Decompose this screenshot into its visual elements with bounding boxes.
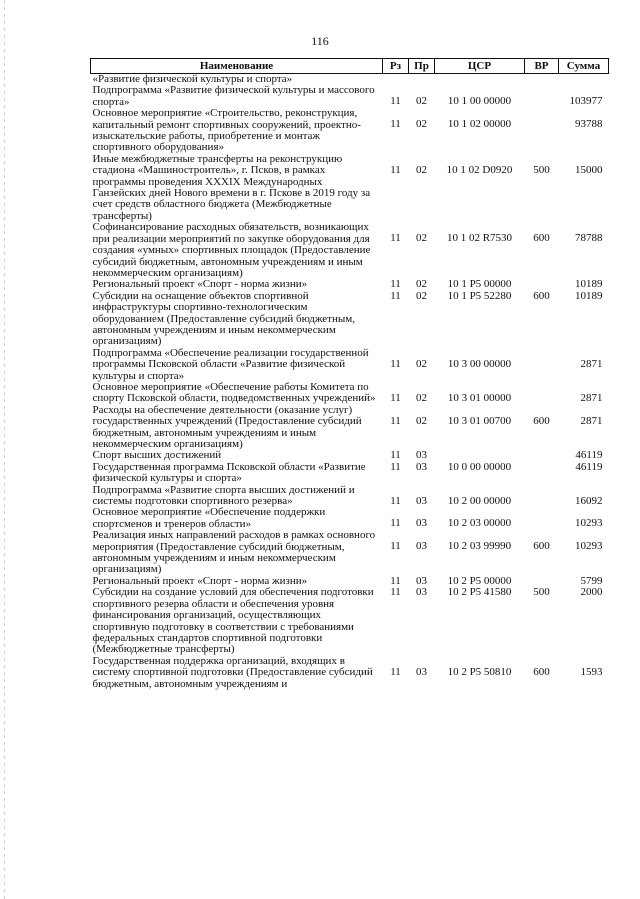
- table-row: [91, 279, 609, 290]
- cell-rz: 11: [390, 391, 401, 404]
- table-row: [91, 108, 609, 154]
- cell-name: Субсидии на создание условий для обеспечения подготовки спортивного резерва области и обеспечения уровня финансирования организаций, осуществляющих спортивную подготовку в соответствии с требованиями федеральных стандартов спортивной подготовки (Межбюджетные трансферты): [92, 586, 374, 656]
- cell-sum: 46119: [575, 449, 603, 462]
- cell-pr: 02: [416, 95, 427, 108]
- cell-sum: 2871: [580, 391, 603, 404]
- cell-sum: 2000: [580, 586, 603, 599]
- cell-pr: 02: [416, 232, 427, 245]
- cell-csr: 10 2 03 99990: [447, 540, 512, 553]
- table-row: [91, 382, 609, 405]
- cell-vr: 600: [533, 665, 550, 678]
- table-body: [91, 74, 609, 690]
- table-header: [91, 59, 609, 74]
- cell-csr: 10 0 00 00000: [447, 460, 512, 473]
- cell-pr: 02: [416, 289, 427, 302]
- cell-pr: 02: [416, 278, 427, 291]
- cell-name: Региональный проект «Спорт - норма жизни»: [92, 574, 308, 587]
- cell-name: Иные межбюджетные трансферты на реконструкцию стадиона «Машиностроитель», г. Псков, в рамках программы проведения XXXIX Международных Ганзейских дней Нового времени в г. Пскове в 2019 году за счет средств областного бюджета (Межбюджетные трансферты): [92, 152, 371, 222]
- table-row: [91, 462, 609, 485]
- cell-rz: 11: [390, 540, 401, 553]
- header-pr: Пр: [409, 59, 435, 74]
- cell-rz: 11: [390, 494, 401, 507]
- cell-sum: 5799: [580, 574, 603, 587]
- cell-pr: 03: [416, 540, 427, 553]
- cell-name: Субсидии на оснащение объектов спортивной инфраструктуры спортивно-технологическим оборудованием (Предоставление субсидий бюджетным, автономным учреждениям и иным некоммерческим организациям): [92, 289, 355, 348]
- header-rz: Рз: [383, 59, 409, 74]
- cell-vr: [525, 108, 559, 154]
- cell-name: Подпрограмма «Развитие физической культуры и массового спорта»: [92, 84, 375, 108]
- cell-rz: 11: [390, 586, 401, 599]
- cell-csr: 10 2 00 00000: [447, 494, 512, 507]
- cell-sum: 10293: [575, 517, 603, 530]
- cell-sum: 2871: [580, 414, 603, 427]
- cell-pr: 02: [416, 163, 427, 176]
- cell-sum: 78788: [575, 232, 603, 245]
- cell-pr: 02: [416, 414, 427, 427]
- cell-vr: [525, 85, 559, 108]
- budget-table-container: [90, 58, 608, 690]
- cell-pr: 03: [416, 460, 427, 473]
- table-row: [91, 507, 609, 530]
- cell-name: Спорт высших достижений: [92, 449, 222, 462]
- page-number: 116: [311, 34, 329, 48]
- cell-rz: 11: [390, 289, 401, 302]
- cell-rz: 11: [390, 278, 401, 291]
- cell-rz: 11: [390, 95, 401, 108]
- table-row: [91, 85, 609, 108]
- cell-csr: 10 3 01 00700: [447, 414, 512, 427]
- table-row: [91, 530, 609, 576]
- cell-rz: 11: [390, 357, 401, 370]
- cell-csr: 10 1 00 00000: [447, 95, 512, 108]
- table-row: [91, 405, 609, 451]
- cell-name: Подпрограмма «Обеспечение реализации государственной программы Псковской области «Развитие физической культуры и спорта»: [92, 346, 369, 382]
- cell-name: Региональный проект «Спорт - норма жизни»: [92, 278, 308, 291]
- cell-name: «Развитие физической культуры и спорта»: [92, 73, 293, 85]
- cell-rz: 11: [390, 665, 401, 678]
- header-name: Наименование: [91, 59, 383, 74]
- cell-rz: 11: [390, 460, 401, 473]
- cell-vr: 600: [533, 540, 550, 553]
- cell-sum: 46119: [575, 460, 603, 473]
- table-row: [91, 222, 609, 279]
- cell-sum: [559, 74, 609, 86]
- cell-vr: [525, 74, 559, 86]
- cell-vr: [525, 485, 559, 508]
- cell-rz: 11: [390, 232, 401, 245]
- cell-rz: 11: [390, 163, 401, 176]
- cell-name: Основное мероприятие «Обеспечение работы Комитета по спорту Псковской области, подведомственных учреждений»: [92, 380, 376, 405]
- cell-rz: [383, 74, 409, 86]
- scan-edge-mark: [4, 0, 5, 899]
- cell-csr: 10 1 02 D0920: [446, 163, 513, 176]
- header-row: [91, 59, 609, 74]
- cell-sum: 103977: [569, 95, 603, 108]
- cell-pr: 02: [416, 391, 427, 404]
- cell-pr: 03: [416, 517, 427, 530]
- cell-sum: 10293: [575, 540, 603, 553]
- cell-csr: 10 3 00 00000: [447, 357, 512, 370]
- cell-name: Государственная поддержка организаций, входящих в систему спортивной подготовки (Предоставление субсидий бюджетным, автономным учреждениям и: [92, 654, 373, 690]
- header-csr: ЦСР: [435, 59, 525, 74]
- budget-table: [90, 58, 609, 690]
- cell-rz: 11: [390, 517, 401, 530]
- cell-vr: [525, 348, 559, 382]
- cell-sum: 16092: [575, 494, 603, 507]
- cell-rz: 11: [390, 449, 401, 462]
- table-row: [91, 587, 609, 655]
- cell-pr: 02: [416, 118, 427, 131]
- cell-vr: [525, 382, 559, 405]
- cell-pr: 03: [416, 586, 427, 599]
- cell-vr: 600: [533, 232, 550, 245]
- cell-name: Подпрограмма «Развитие спорта высших достижений и системы подготовки спортивного резерва»: [92, 483, 355, 508]
- cell-vr: 600: [533, 414, 550, 427]
- cell-name: Реализация иных направлений расходов в рамках основного мероприятия (Предоставление субсидий бюджетным, автономным учреждениям и иным некоммерческим организациям): [92, 529, 376, 576]
- cell-csr: 10 1 P5 52280: [447, 289, 512, 302]
- cell-vr: [525, 462, 559, 485]
- cell-csr: 10 3 01 00000: [447, 391, 512, 404]
- cell-csr: 10 1 02 00000: [447, 118, 512, 131]
- table-row: [91, 485, 609, 508]
- cell-csr: 10 2 03 00000: [447, 517, 512, 530]
- header-sum: Сумма: [559, 59, 609, 74]
- cell-vr: [525, 507, 559, 530]
- cell-csr: 10 2 P5 41580: [447, 586, 512, 599]
- table-row: [91, 348, 609, 382]
- cell-csr: [435, 74, 525, 86]
- cell-vr: 500: [533, 586, 550, 599]
- cell-name: Основное мероприятие «Строительство, реконструкция, капитальный ремонт спортивных сооружений, проектно-изыскательские работы, приобретение и монтаж спортивного оборудования»: [92, 107, 361, 154]
- cell-csr: 10 1 02 R7530: [446, 232, 513, 245]
- cell-csr: 10 1 P5 00000: [447, 278, 512, 291]
- cell-vr: [525, 450, 559, 461]
- cell-csr: 10 2 P5 50810: [447, 665, 512, 678]
- cell-name: Софинансирование расходных обязательств, возникающих при реализации мероприятий по закупке оборудования для создания «умных» спортивных площадок (Предоставление субсидий бюджетным, автономным учреждениям и иным некоммерческим организациям): [92, 221, 371, 279]
- cell-sum: 2871: [580, 357, 603, 370]
- cell-rz: 11: [390, 414, 401, 427]
- cell-rz: 11: [390, 118, 401, 131]
- cell-sum: 15000: [575, 163, 603, 176]
- cell-sum: 10189: [575, 289, 603, 302]
- cell-sum: 10189: [575, 278, 603, 291]
- cell-name: Расходы на обеспечение деятельности (оказание услуг) государственных учреждений (Предоставление субсидий бюджетным, автономным учреждениям и иным некоммерческим организациям): [92, 403, 362, 450]
- table-row: [91, 291, 609, 348]
- table-row: [91, 154, 609, 222]
- cell-pr: 03: [416, 574, 427, 587]
- cell-pr: 02: [416, 357, 427, 370]
- cell-name: Государственная программа Псковской области «Развитие физической культуры и спорта»: [92, 460, 366, 485]
- cell-csr: 10 2 P5 00000: [447, 574, 512, 587]
- cell-name: Основное мероприятие «Обеспечение поддержки спортсменов и тренеров области»: [92, 506, 326, 530]
- cell-vr: [525, 279, 559, 290]
- cell-pr: 03: [416, 665, 427, 678]
- cell-pr: 03: [416, 494, 427, 507]
- header-vr: ВР: [525, 59, 559, 74]
- cell-vr: 600: [533, 289, 550, 302]
- cell-rz: 11: [390, 574, 401, 587]
- cell-sum: 93788: [575, 118, 603, 131]
- cell-sum: 1593: [580, 665, 603, 678]
- cell-pr: 03: [416, 449, 427, 462]
- table-row: [91, 656, 609, 690]
- cell-pr: [409, 74, 435, 86]
- cell-vr: 500: [533, 163, 550, 176]
